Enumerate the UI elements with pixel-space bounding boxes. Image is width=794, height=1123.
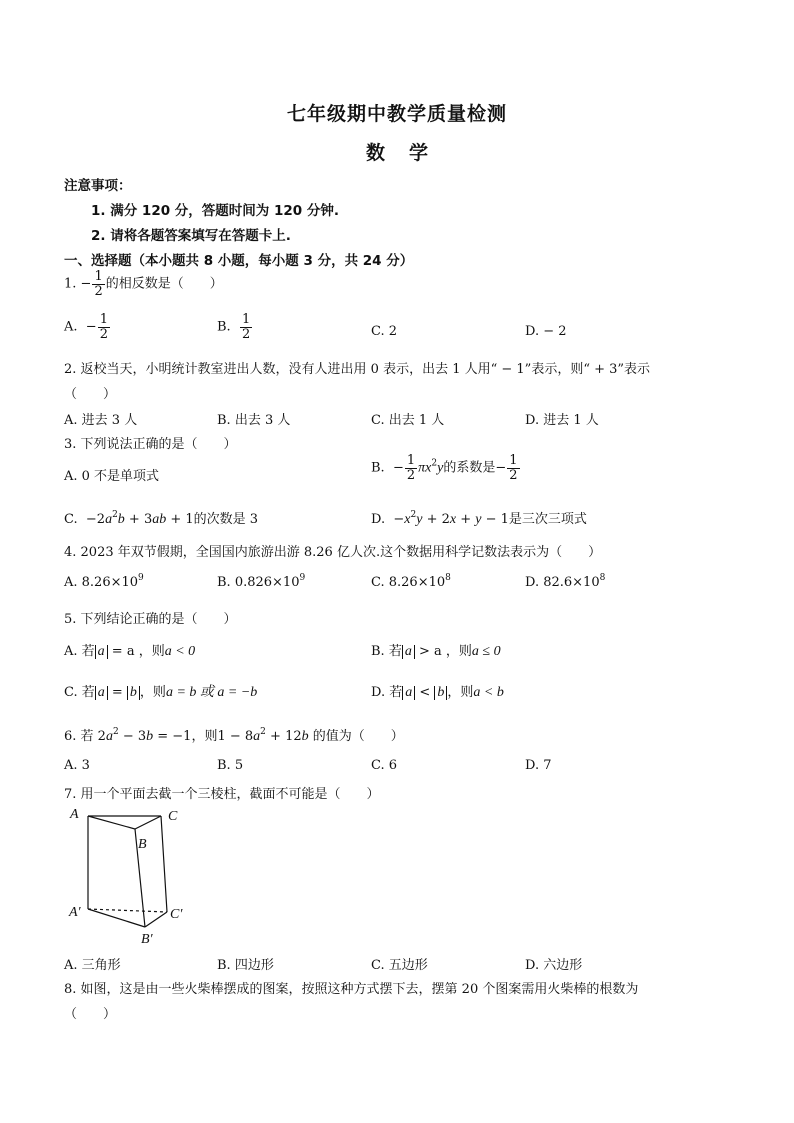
- question-6: 6. 若 $2a^2 - 3b = -1$，则$1 - 8a^2 + 12b$ 的值为（ ）: [64, 727, 404, 744]
- q3-option-d[interactable]: D. $-x^2y + 2x + y - 1$是三次三项式: [371, 510, 587, 527]
- label-c1: C′: [170, 907, 183, 922]
- q2-option-a[interactable]: A. 进去 3 人: [64, 413, 138, 428]
- question-3: 3. 下列说法正确的是（ ）: [64, 437, 237, 452]
- q7-option-a[interactable]: A. 三角形: [64, 958, 121, 973]
- q2-option-b[interactable]: B. 出去 3 人: [217, 413, 291, 428]
- question-7: 7. 用一个平面去截一个三棱柱，截面不可能是（ ）: [64, 787, 380, 802]
- q2-option-d[interactable]: D. 进去 1 人: [525, 413, 599, 428]
- question-4: 4. 2023 年双节假期，全国国内旅游出游 8.26 亿人次.这个数据用科学记数法表示为（ ）: [64, 545, 602, 560]
- q4-option-a[interactable]: A. $8.26\times 10^9$: [64, 573, 144, 590]
- fraction: $\frac{1}{2}$: [94, 269, 103, 299]
- q6-option-b[interactable]: B. 5: [217, 758, 244, 773]
- q1-option-d[interactable]: D. − 2: [525, 324, 567, 339]
- notice-item-2: 2. 请将各题答案填写在答题卡上.: [91, 228, 291, 244]
- subject-title: 数学: [365, 142, 452, 164]
- q7-option-b[interactable]: B. 四边形: [217, 958, 274, 973]
- q5-option-b[interactable]: B. 若 a > a ，则a ≤ 0: [371, 644, 501, 659]
- q3-option-b[interactable]: B. − $\frac{1}{2}$ $\pi x^2y$的系数是− $\frac{1}{2}$: [371, 453, 518, 483]
- question-number: 1.: [64, 276, 77, 292]
- q1-option-a[interactable]: A. − $\frac{1}{2}$: [64, 312, 108, 342]
- q3-option-a[interactable]: A. 0 不是单项式: [64, 469, 160, 484]
- q1-option-b[interactable]: B. $\frac{1}{2}$: [217, 312, 251, 342]
- edge-b1c1: [145, 912, 167, 927]
- edge-cc1: [161, 816, 167, 912]
- q5-option-c[interactable]: C. 若 a = b ，则a = b 或 a = −b: [64, 685, 258, 700]
- section-heading: 一、选择题（本小题共 8 小题，每小题 3 分，共 24 分）: [64, 253, 414, 269]
- q6-option-a[interactable]: A. 3: [64, 758, 90, 773]
- question-1: 1. − $\frac{1}{2}$ 的相反数是（ ）: [64, 269, 223, 299]
- q1-option-c[interactable]: C. 2: [371, 324, 398, 339]
- question-8: 8. 如图，这是由一些火柴棒摆成的图案，按照这种方式摆下去，摆第 20 个图案需用火柴棒的根数为: [64, 982, 639, 997]
- q7-option-d[interactable]: D. 六边形: [525, 958, 583, 973]
- label-b1: B′: [141, 932, 153, 947]
- q5-option-a[interactable]: A. 若 a = a ，则a < 0: [64, 644, 196, 659]
- edge-a1c1-hidden: [88, 909, 167, 912]
- prism-figure: [64, 802, 194, 950]
- question-2-paren: （ ）: [64, 387, 117, 402]
- edge-bc: [135, 816, 161, 829]
- page-title: 七年级期中教学质量检测: [286, 103, 507, 125]
- question-2: 2. 返校当天，小明统计教室进出人数，没有人进出用 0 表示，出去 1 人用“ − 1”表示，则“ + 3”表示: [64, 362, 651, 377]
- q6-option-c[interactable]: C. 6: [371, 758, 398, 773]
- q7-option-c[interactable]: C. 五边形: [371, 958, 428, 973]
- q4-option-d[interactable]: D. $82.6\times 10^8$: [525, 573, 606, 590]
- q3-option-c[interactable]: C. $-2a^2b + 3ab + 1$的次数是 3: [64, 510, 259, 527]
- q4-option-c[interactable]: C. $8.26\times 10^8$: [371, 573, 451, 590]
- q4-option-b[interactable]: B. $0.826\times 10^9$: [217, 573, 306, 590]
- label-a: A: [70, 807, 79, 822]
- edge-a1b1: [88, 909, 145, 927]
- label-b: B: [138, 837, 147, 852]
- edge-ab: [88, 816, 135, 829]
- q5-option-d[interactable]: D. 若 a < b ，则a < b: [371, 685, 504, 700]
- label-a1: A′: [69, 905, 81, 920]
- notice-heading: 注意事项：: [64, 178, 132, 194]
- question-8-paren: （ ）: [64, 1007, 117, 1022]
- q6-option-d[interactable]: D. 7: [525, 758, 552, 773]
- label-c: C: [168, 809, 178, 824]
- question-5: 5. 下列结论正确的是（ ）: [64, 612, 237, 627]
- notice-item-1: 1. 满分 120 分，答题时间为 120 分钟.: [91, 203, 340, 219]
- q2-option-c[interactable]: C. 出去 1 人: [371, 413, 445, 428]
- question-stem: 的相反数是（ ）: [105, 276, 223, 292]
